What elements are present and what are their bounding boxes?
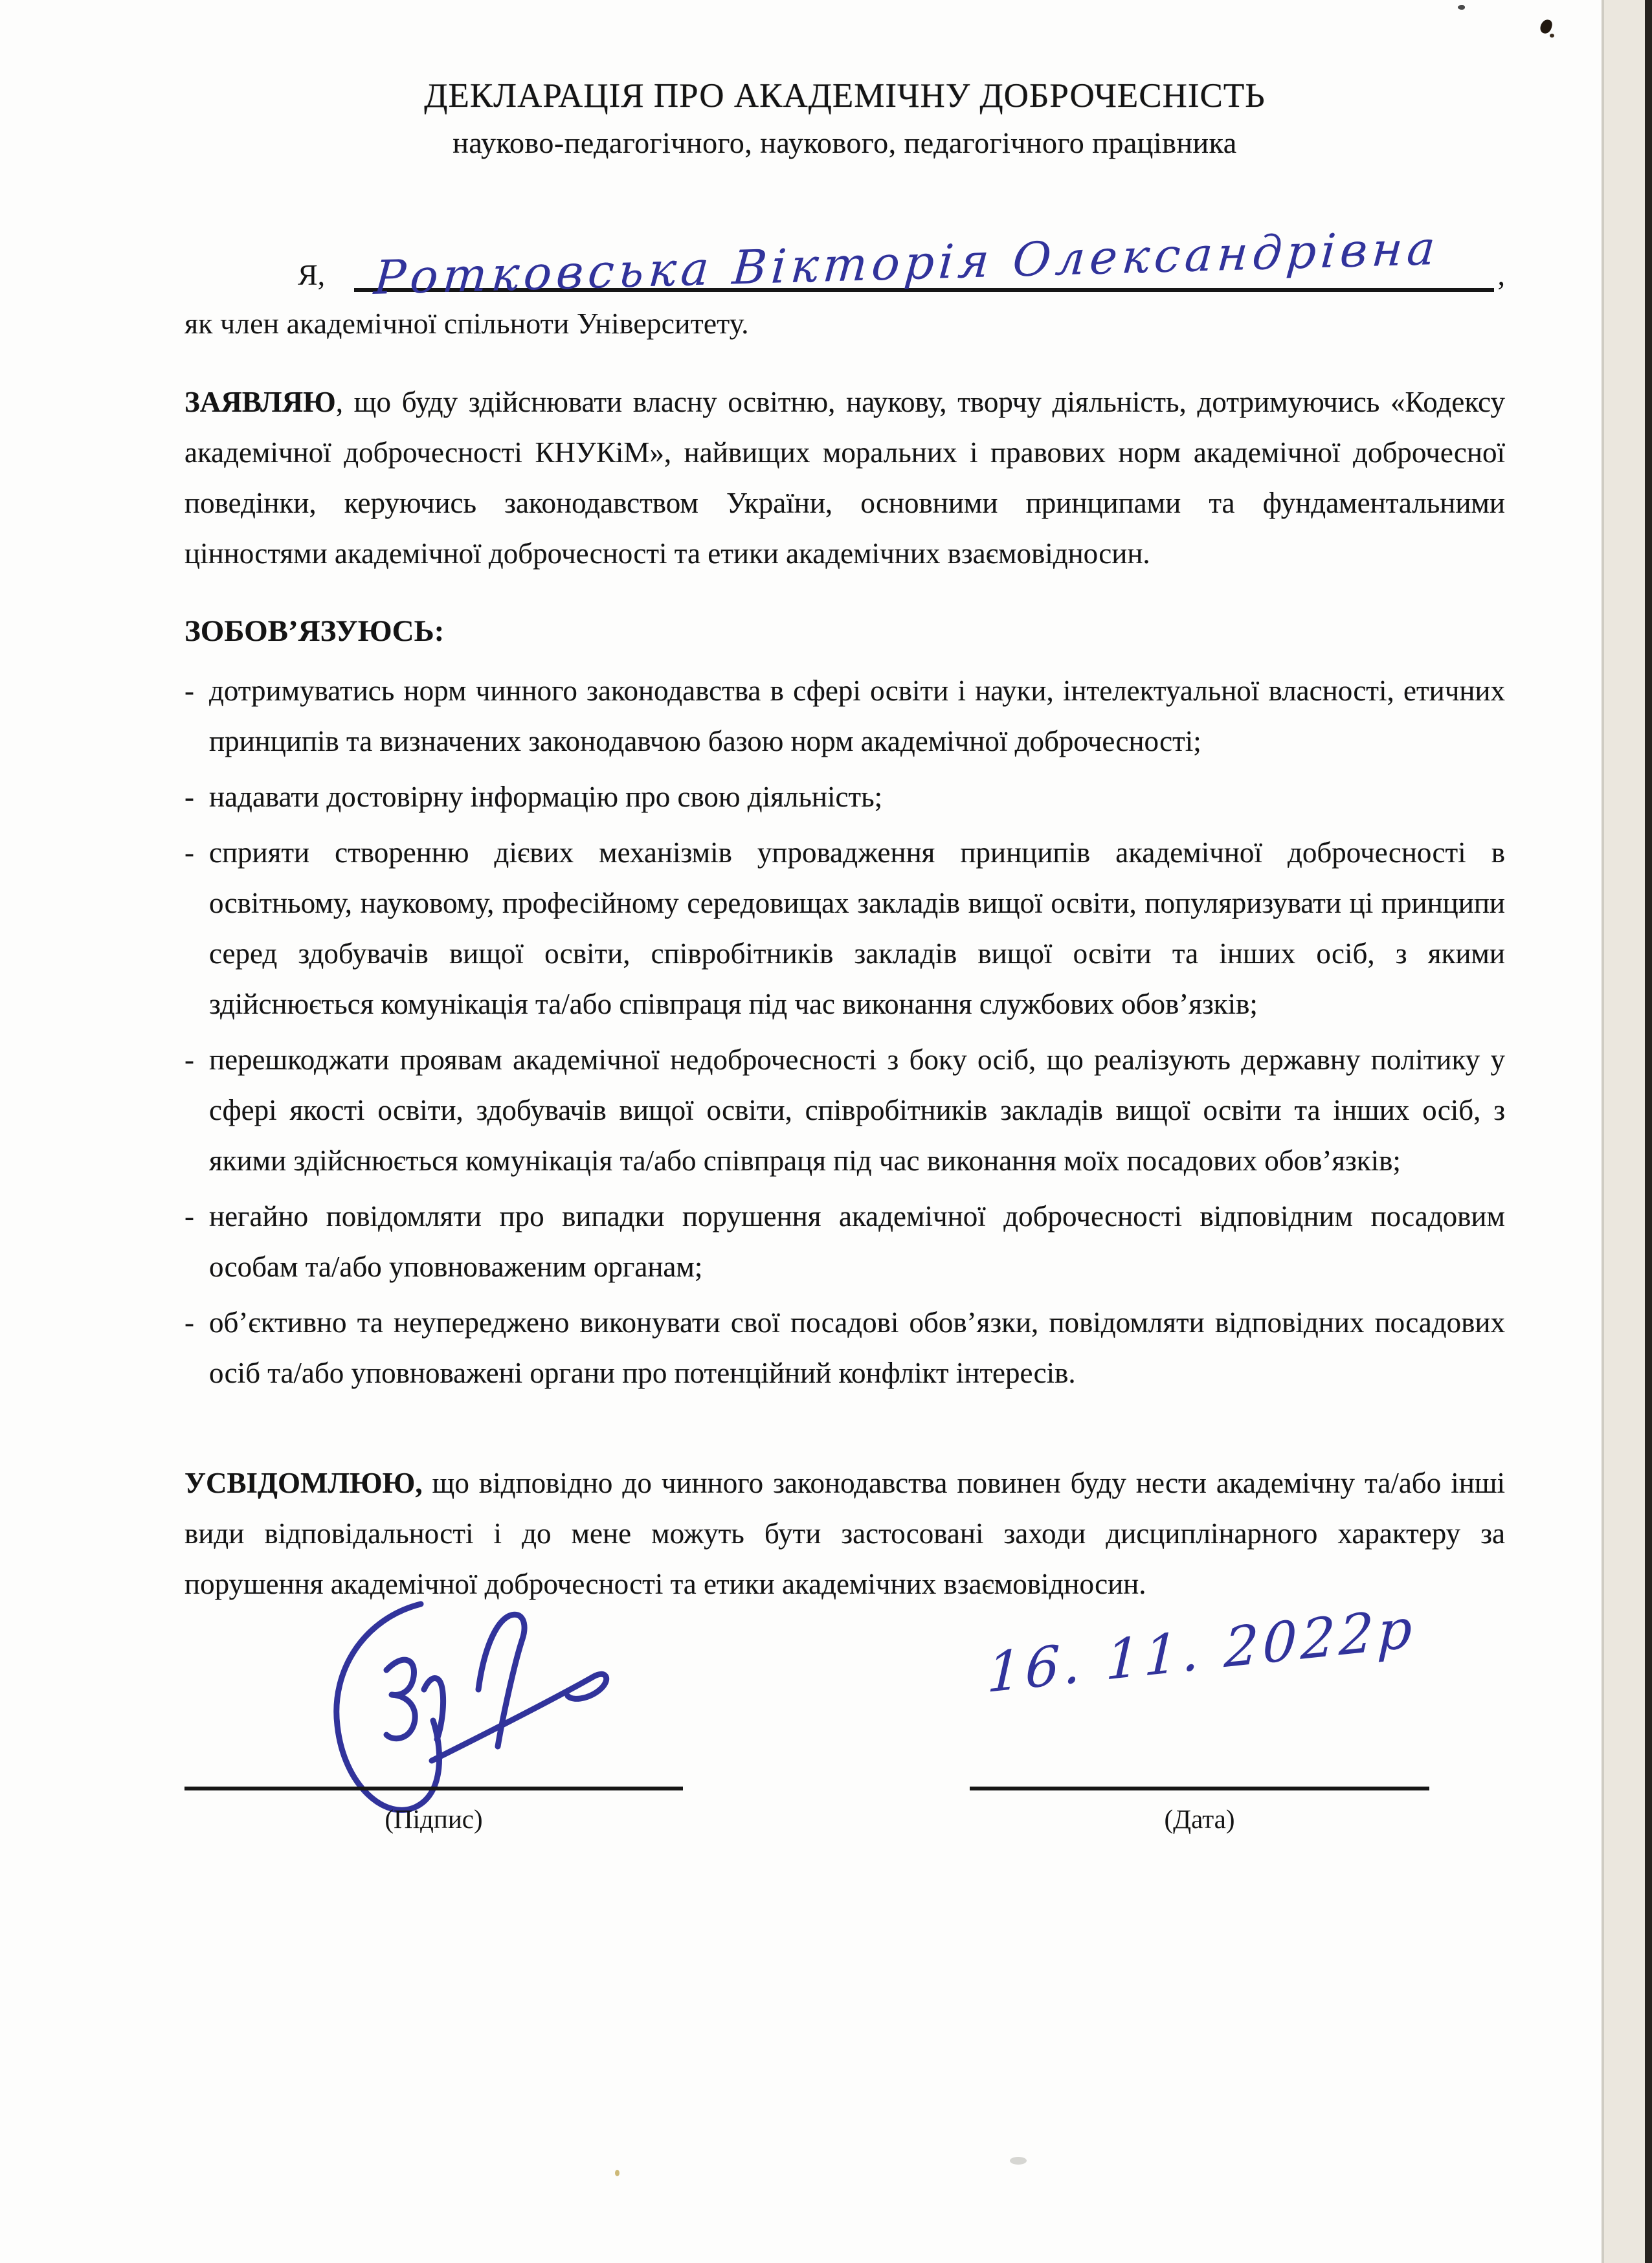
bullet-dash: - bbox=[184, 836, 194, 869]
ink-blot bbox=[1539, 18, 1553, 35]
declaration-body: , що буду здійснювати власну освітню, наукову, творчу діяльність, дотримуючись «Кодексу академічної доброчесності КНУКіМ», найвищих моральних і правових норм академічної доброчесної поведінки, керуючись законодавством України, основними принципами та фундаментальними цінностями академічної доброчесності та етики академічних взаємовідносин. bbox=[184, 386, 1505, 570]
signature-area bbox=[184, 1596, 1505, 1877]
ink-blot-small bbox=[1550, 34, 1554, 38]
declaration-lead: ЗАЯВЛЯЮ bbox=[184, 386, 336, 418]
list-item bbox=[184, 1297, 1505, 1398]
page-edge-margin bbox=[1604, 0, 1645, 2263]
acknowledgement-lead: УСВІДОМЛЮЮ, bbox=[184, 1467, 423, 1499]
handwritten-name: Ротковська Вікторія Олександрівна bbox=[372, 220, 1442, 305]
list-item bbox=[184, 827, 1505, 1029]
obligations-list bbox=[184, 665, 1505, 1398]
signature-handwriting bbox=[288, 1591, 651, 1832]
acknowledgement-body: що відповідно до чинного законодавства повинен буду нести академічну та/або інші види відповідальності і до мене можуть бути застосовані заходи дисциплінарного характеру за порушення академічної доброчесності та етики академічних взаємовідносин. bbox=[184, 1467, 1505, 1600]
obligations-heading: ЗОБОВ’ЯЗУЮСЬ: bbox=[184, 614, 445, 648]
list-item bbox=[184, 772, 1505, 822]
list-item-text: об’єктивно та неупереджено виконувати свої посадові обов’язки, повідомляти відповідних посадових осіб та/або уповноважені органи про потенційний конфлікт інтересів. bbox=[209, 1306, 1505, 1389]
declaration-paragraph bbox=[184, 377, 1505, 579]
acknowledgement-paragraph bbox=[184, 1458, 1505, 1609]
scan-speck bbox=[1458, 5, 1465, 10]
document-content bbox=[184, 76, 1505, 1877]
bullet-dash: - bbox=[184, 781, 194, 813]
handwritten-date: 16. 11. 2022р bbox=[986, 1596, 1417, 1705]
list-item-text: сприяти створенню дієвих механізмів упровадження принципів академічної доброчесності в освітньому, науковому, професійному середовищах закладів вищої освіти, популяризувати ці принципи серед здобувачів вищої освіти, співробітників закладів вищої освіти та інших осіб, з якими здійснюється комунікація та/або співпраця під час виконання службових обов’язків; bbox=[209, 836, 1505, 1020]
scan-dot bbox=[615, 2170, 620, 2176]
page-subtitle: науково-педагогічного, наукового, педагогічного працівника bbox=[452, 126, 1237, 159]
list-item bbox=[184, 665, 1505, 766]
signature-stroke bbox=[432, 1674, 607, 1761]
bullet-dash: - bbox=[184, 1043, 194, 1076]
list-item-text: надавати достовірну інформацію про свою діяльність; bbox=[209, 781, 883, 813]
signature-stroke bbox=[386, 1660, 415, 1739]
date-line bbox=[970, 1787, 1429, 1790]
bullet-dash: - bbox=[184, 1200, 194, 1232]
bullet-dash: - bbox=[184, 674, 194, 707]
bullet-dash: - bbox=[184, 1306, 194, 1339]
page-edge-dark-strip bbox=[1645, 0, 1652, 2263]
list-item bbox=[184, 1191, 1505, 1292]
page-title: ДЕКЛАРАЦІЯ ПРО АКАДЕМІЧНУ ДОБРОЧЕСНІСТЬ bbox=[424, 77, 1266, 115]
intro-pronoun: Я, bbox=[298, 258, 326, 291]
signature-stroke bbox=[337, 1604, 440, 1810]
scan-smudge bbox=[1010, 2157, 1027, 2165]
list-item bbox=[184, 1034, 1505, 1186]
membership-line: як член академічної спільноти Університету. bbox=[184, 307, 749, 340]
signature-label: (Підпис) bbox=[385, 1804, 483, 1834]
name-blank-line bbox=[354, 218, 1493, 305]
list-item-text: перешкоджати проявам академічної недоброчесності з боку осіб, що реалізують державну політику у сфері якості освіти, здобувачів вищої освіти, співробітників закладів вищої освіти та інших осіб, з якими здійснюється комунікація та/або співпраця під час виконання моїх посадових обов’язків; bbox=[209, 1043, 1505, 1177]
list-item-text: негайно повідомляти про випадки порушення академічної доброчесності відповідним посадовим особам та/або уповноваженим органам; bbox=[209, 1200, 1505, 1283]
list-item-text: дотримуватись норм чинного законодавства в сфері освіти і науки, інтелектуальної власності, етичних принципів та визначених законодавчою базою норм академічної доброчесності; bbox=[209, 674, 1505, 757]
date-label: (Дата) bbox=[1164, 1804, 1235, 1834]
name-row bbox=[184, 220, 1505, 305]
trailing-comma: , bbox=[1497, 258, 1505, 291]
signature-line bbox=[184, 1787, 683, 1790]
